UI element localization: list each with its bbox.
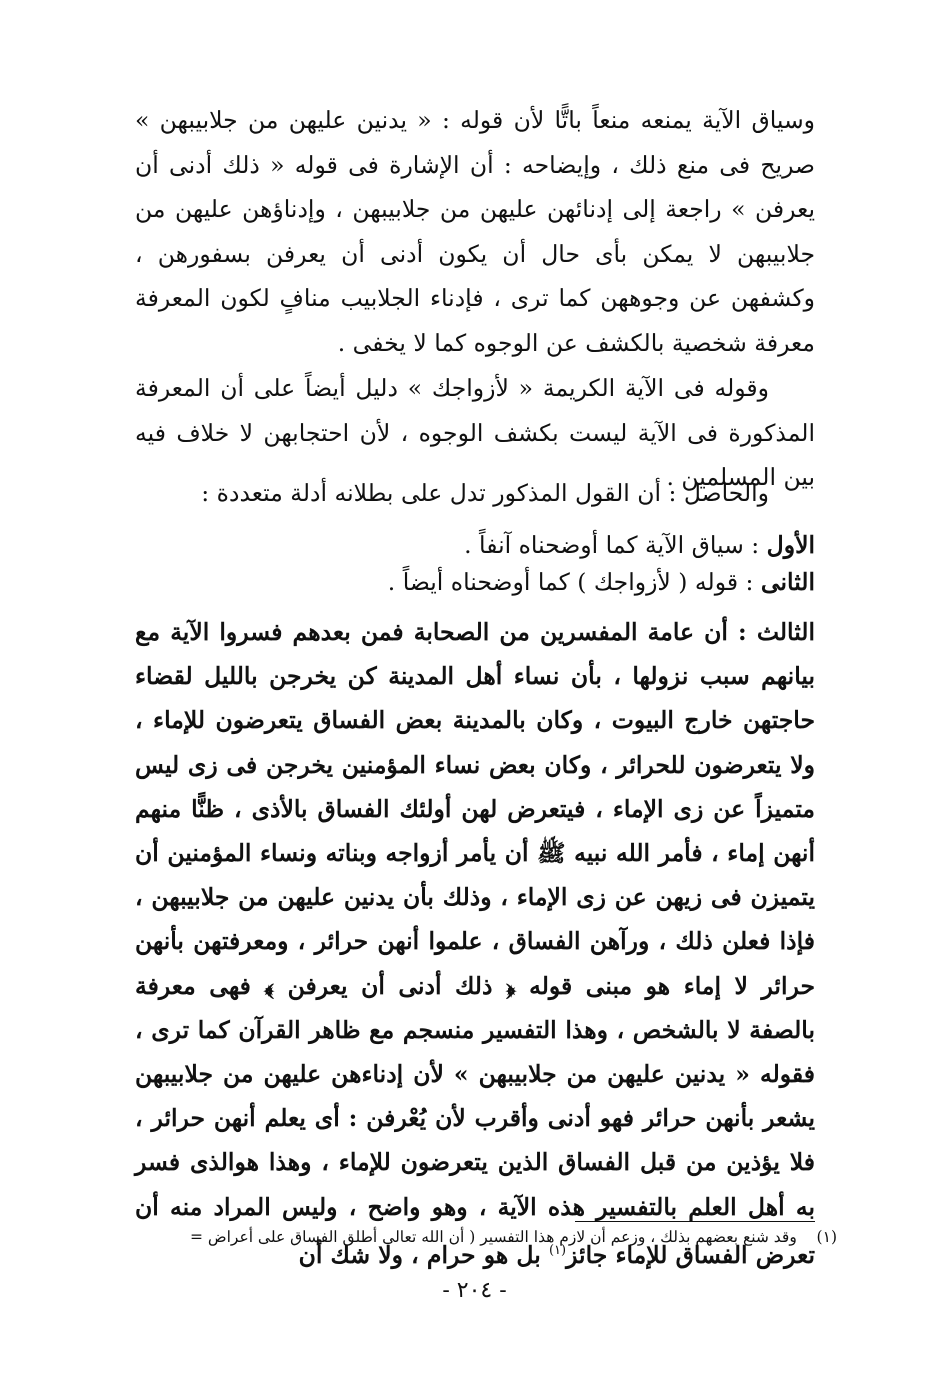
evidence-third-label: الثالث [756, 618, 815, 646]
paragraph-context: وسياق الآية يمنعه منعاً باتًّا لأن قوله : « يدنين عليهن من جلابيبهن » صريح فى منع ذلك ، وإيضاحه : أن الإشارة فى قوله « ذلك أدنى أن يعرفن » راجعة إلى إدنائهن عليهن من جلابيبهن ، وإدناؤهن عليهن من جلابيبهن لا يمكن بأى حال أن يكون أدنى أن يعرفن بسفورهن ، وكشفهن عن وجوههن كما ترى ، فإدناء الجلابيب منافٍ لكون المعرفة معرفة شخصية بالكشف عن الوجوه كما لا يخفى . [135, 106, 815, 357]
evidence-second-text: : قوله ( لأزواجك ) كما أوضحناه أيضاً . [387, 568, 761, 596]
evidence-third-text: : أن عامة المفسرين من الصحابة فمن بعدهم فسروا الآية مع بيانهم سبب نزولها ، بأن نساء أهل المدينة كن يخرجن بالليل لقضاء حاجتهن خارج البيوت ، وكان بالمدينة بعض الفساق يتعرضون للإماء ، ولا يتعرضون للحرائر ، وكان بعض نساء المؤمنين يخرجن فى زى ليس متميزاً عن زى الإماء ، فيتعرض لهن أولئك الفساق بالأذى ، ظنًّا منهم أنهن إماء ، فأمر الله نبيه ﷺ أن يأمر أزواجه وبناته ونساء المؤمنين أن يتميزن فى زيهن عن زى الإماء ، وذلك بأن يدنين عليهن من جلابيبهن ، فإذا فعلن ذلك ، ورآهن الفساق ، علموا أنهن حرائر ، ومعرفتهن بأنهن حرائر لا إماء هو مبنى قوله ﴿ ذلك أدنى أن يعرفن ﴾ فهى معرفة بالصفة لا بالشخص ، وهذا التفسير منسجم مع ظاهر القرآن كما ترى ، فقوله « يدنين عليهن من جلابيبهن » لأن إدناءهن عليهن من جلابيبهن يشعر بأنهن حرائر فهو أدنى وأقرب لأن يُعْرفن : أى يعلم أنهن حرائر ، فلا يؤذين من قبل الفساق الذين يتعرضون للإماء ، وهذا هوالذى فسر به أهل العلم بالتفسير هذه الآية ، وهو واضح ، وليس المراد منه أن تعرض الفساق للإماء جائز [135, 618, 815, 1269]
evidence-second-label: الثانى [760, 568, 815, 596]
footnote [117, 1222, 837, 1252]
evidence-first-text: : سياق الآية كما أوضحناه آنفاً . [464, 531, 767, 559]
evidence-second [135, 563, 815, 601]
footnote-text: وقد شنع بعضهم بذلك ، وزعم أن لازم هذا التفسير ( أن الله تعالى أطلق الفساق على أعراض = [189, 1228, 797, 1246]
footnote-marker: (١) [816, 1228, 837, 1246]
evidence-first-label: الأول [766, 531, 815, 559]
evidence-third [135, 610, 815, 1277]
paragraph-conclusion: والحاصل : أن القول المذكور تدل على بطلانه أدلة متعددة : [201, 479, 769, 507]
footnote-reference: (١) [548, 1242, 567, 1258]
evidence-first [135, 526, 815, 564]
evidence-third-tail: بل هو حرام ، ولا شك أن [298, 1240, 549, 1269]
paragraph-wives-evidence: وقوله فى الآية الكريمة « لأزواجك » دليل أيضاً على أن المعرفة المذكورة فى الآية ليست بكشف الوجوه ، لأن احتجابهن لا خلاف فيه بين المسلمين . [135, 374, 815, 491]
page-number: - ٢٠٤ - [442, 1278, 507, 1303]
